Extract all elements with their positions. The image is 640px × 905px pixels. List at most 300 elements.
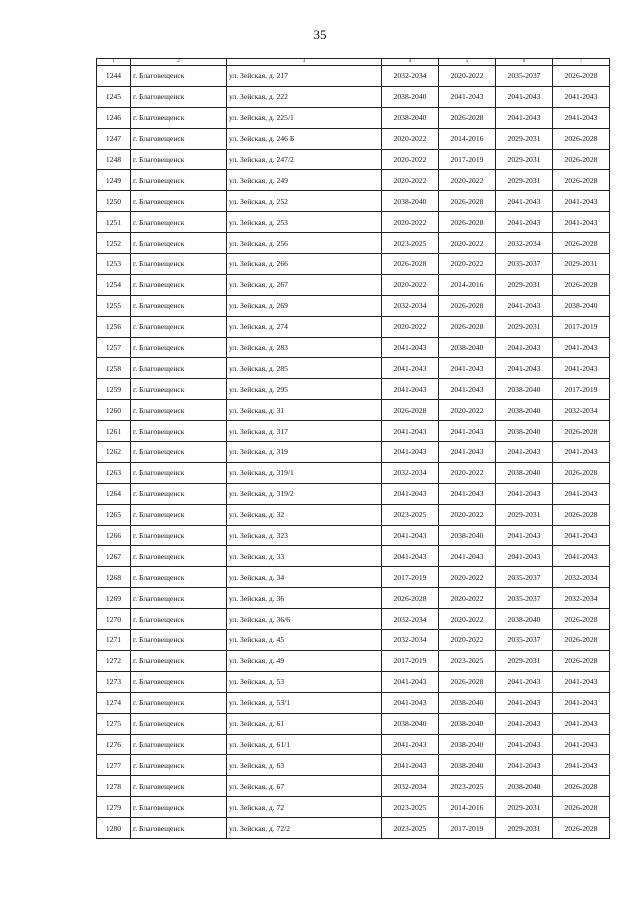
table-row xyxy=(97,797,610,818)
period-cell: 2023-2025 xyxy=(439,650,496,671)
city-cell: г. Благовещенск xyxy=(131,630,227,651)
period-cell: 2041-2043 xyxy=(553,755,610,776)
row-number-cell: 1254 xyxy=(97,274,131,295)
city-cell: г. Благовещенск xyxy=(131,442,227,463)
period-cell: 2017-2019 xyxy=(553,379,610,400)
table-row xyxy=(97,734,610,755)
table-row xyxy=(97,316,610,337)
period-cell: 2038-2040 xyxy=(439,337,496,358)
period-cell: 2041-2043 xyxy=(553,191,610,212)
period-cell: 2020-2022 xyxy=(382,274,439,295)
period-cell: 2035-2037 xyxy=(496,254,553,275)
period-cell: 2038-2040 xyxy=(553,295,610,316)
period-cell: 2020-2022 xyxy=(439,462,496,483)
column-number: 3 xyxy=(227,59,382,66)
period-cell: 2029-2031 xyxy=(553,254,610,275)
address-cell: ул. Зейская, д. 319/2 xyxy=(227,483,382,504)
period-cell: 2020-2022 xyxy=(382,149,439,170)
period-cell: 2026-2028 xyxy=(439,295,496,316)
period-cell: 2041-2043 xyxy=(553,692,610,713)
period-cell: 2041-2043 xyxy=(553,358,610,379)
column-number: 1 xyxy=(97,59,131,66)
period-cell: 2038-2040 xyxy=(496,462,553,483)
column-number: 2 xyxy=(131,59,227,66)
address-cell: ул. Зейская, д. 323 xyxy=(227,525,382,546)
period-cell: 2029-2031 xyxy=(496,128,553,149)
address-cell: ул. Зейская, д. 256 xyxy=(227,233,382,254)
table-row xyxy=(97,504,610,525)
city-cell: г. Благовещенск xyxy=(131,525,227,546)
city-cell: г. Благовещенск xyxy=(131,650,227,671)
address-cell: ул. Зейская, д. 217 xyxy=(227,66,382,87)
period-cell: 2026-2028 xyxy=(439,107,496,128)
table-row xyxy=(97,755,610,776)
period-cell: 2029-2031 xyxy=(496,316,553,337)
period-cell: 2041-2043 xyxy=(496,692,553,713)
period-cell: 2041-2043 xyxy=(553,546,610,567)
period-cell: 2026-2028 xyxy=(439,212,496,233)
address-cell: ул. Зейская, д. 63 xyxy=(227,755,382,776)
period-cell: 2032-2034 xyxy=(553,567,610,588)
period-cell: 2035-2037 xyxy=(496,630,553,651)
period-cell: 2023-2025 xyxy=(382,818,439,839)
city-cell: г. Благовещенск xyxy=(131,379,227,400)
period-cell: 2029-2031 xyxy=(496,149,553,170)
period-cell: 2026-2028 xyxy=(553,797,610,818)
period-cell: 2032-2034 xyxy=(496,233,553,254)
period-cell: 2041-2043 xyxy=(382,734,439,755)
period-cell: 2041-2043 xyxy=(496,483,553,504)
period-cell: 2041-2043 xyxy=(382,546,439,567)
period-cell: 2041-2043 xyxy=(496,671,553,692)
row-number-cell: 1279 xyxy=(97,797,131,818)
address-cell: ул. Зейская, д. 319 xyxy=(227,442,382,463)
period-cell: 2038-2040 xyxy=(496,400,553,421)
period-cell: 2026-2028 xyxy=(439,191,496,212)
period-cell: 2029-2031 xyxy=(496,650,553,671)
row-number-cell: 1270 xyxy=(97,609,131,630)
period-cell: 2038-2040 xyxy=(496,421,553,442)
row-number-cell: 1250 xyxy=(97,191,131,212)
city-cell: г. Благовещенск xyxy=(131,212,227,233)
period-cell: 2017-2019 xyxy=(439,149,496,170)
table-row xyxy=(97,337,610,358)
address-cell: ул. Зейская, д. 319/1 xyxy=(227,462,382,483)
period-cell: 2020-2022 xyxy=(439,630,496,651)
row-number-cell: 1251 xyxy=(97,212,131,233)
row-number-cell: 1244 xyxy=(97,66,131,87)
period-cell: 2023-2025 xyxy=(439,776,496,797)
address-cell: ул. Зейская, д. 225/1 xyxy=(227,107,382,128)
row-number-cell: 1274 xyxy=(97,692,131,713)
row-number-cell: 1259 xyxy=(97,379,131,400)
city-cell: г. Благовещенск xyxy=(131,797,227,818)
period-cell: 2026-2028 xyxy=(553,650,610,671)
period-cell: 2041-2043 xyxy=(382,358,439,379)
city-cell: г. Благовещенск xyxy=(131,254,227,275)
table-row xyxy=(97,379,610,400)
period-cell: 2041-2043 xyxy=(496,86,553,107)
city-cell: г. Благовещенск xyxy=(131,462,227,483)
city-cell: г. Благовещенск xyxy=(131,358,227,379)
period-cell: 2038-2040 xyxy=(382,713,439,734)
table-row xyxy=(97,567,610,588)
period-cell: 2038-2040 xyxy=(496,776,553,797)
table-row xyxy=(97,191,610,212)
city-cell: г. Благовещенск xyxy=(131,295,227,316)
table-row xyxy=(97,170,610,191)
period-cell: 2041-2043 xyxy=(496,546,553,567)
row-number-cell: 1278 xyxy=(97,776,131,797)
period-cell: 2041-2043 xyxy=(553,442,610,463)
period-cell: 2029-2031 xyxy=(496,170,553,191)
period-cell: 2026-2028 xyxy=(553,233,610,254)
period-cell: 2041-2043 xyxy=(496,337,553,358)
period-cell: 2041-2043 xyxy=(496,107,553,128)
period-cell: 2041-2043 xyxy=(496,358,553,379)
period-cell: 2026-2028 xyxy=(553,504,610,525)
period-cell: 2020-2022 xyxy=(439,567,496,588)
city-cell: г. Благовещенск xyxy=(131,588,227,609)
period-cell: 2041-2043 xyxy=(553,212,610,233)
period-cell: 2026-2028 xyxy=(382,254,439,275)
period-cell: 2020-2022 xyxy=(439,66,496,87)
city-cell: г. Благовещенск xyxy=(131,128,227,149)
address-cell: ул. Зейская, д. 61 xyxy=(227,713,382,734)
period-cell: 2020-2022 xyxy=(439,400,496,421)
table-row xyxy=(97,254,610,275)
address-cell: ул. Зейская, д. 247/2 xyxy=(227,149,382,170)
period-cell: 2035-2037 xyxy=(496,567,553,588)
city-cell: г. Благовещенск xyxy=(131,86,227,107)
table-row xyxy=(97,212,610,233)
table-row xyxy=(97,358,610,379)
row-number-cell: 1245 xyxy=(97,86,131,107)
city-cell: г. Благовещенск xyxy=(131,337,227,358)
period-cell: 2041-2043 xyxy=(439,546,496,567)
row-number-cell: 1258 xyxy=(97,358,131,379)
row-number-cell: 1264 xyxy=(97,483,131,504)
city-cell: г. Благовещенск xyxy=(131,149,227,170)
row-number-cell: 1271 xyxy=(97,630,131,651)
address-cell: ул. Зейская, д. 283 xyxy=(227,337,382,358)
row-number-cell: 1253 xyxy=(97,254,131,275)
period-cell: 2017-2019 xyxy=(439,818,496,839)
period-cell: 2023-2025 xyxy=(382,797,439,818)
row-number-cell: 1252 xyxy=(97,233,131,254)
period-cell: 2032-2034 xyxy=(382,66,439,87)
period-cell: 2020-2022 xyxy=(439,609,496,630)
table-row xyxy=(97,483,610,504)
row-number-cell: 1266 xyxy=(97,525,131,546)
table-row xyxy=(97,818,610,839)
period-cell: 2041-2043 xyxy=(382,421,439,442)
period-cell: 2017-2019 xyxy=(382,567,439,588)
city-cell: г. Благовещенск xyxy=(131,170,227,191)
period-cell: 2026-2028 xyxy=(553,630,610,651)
period-cell: 2017-2019 xyxy=(553,316,610,337)
address-cell: ул. Зейская, д. 53/1 xyxy=(227,692,382,713)
period-cell: 2041-2043 xyxy=(382,337,439,358)
table-row xyxy=(97,295,610,316)
address-cell: ул. Зейская, д. 269 xyxy=(227,295,382,316)
table-row xyxy=(97,107,610,128)
period-cell: 2041-2043 xyxy=(382,755,439,776)
period-cell: 2038-2040 xyxy=(439,713,496,734)
address-cell: ул. Зейская, д. 32 xyxy=(227,504,382,525)
table-row xyxy=(97,149,610,170)
address-cell: ул. Зейская, д. 72 xyxy=(227,797,382,818)
period-cell: 2041-2043 xyxy=(496,525,553,546)
period-cell: 2041-2043 xyxy=(496,212,553,233)
table-row xyxy=(97,421,610,442)
period-cell: 2029-2031 xyxy=(496,818,553,839)
column-number: 4 xyxy=(382,59,439,66)
period-cell: 2041-2043 xyxy=(382,442,439,463)
table-row xyxy=(97,671,610,692)
period-cell: 2026-2028 xyxy=(553,149,610,170)
column-number-row xyxy=(97,59,610,66)
period-cell: 2041-2043 xyxy=(439,379,496,400)
period-cell: 2020-2022 xyxy=(439,254,496,275)
period-cell: 2041-2043 xyxy=(553,713,610,734)
row-number-cell: 1273 xyxy=(97,671,131,692)
period-cell: 2041-2043 xyxy=(439,421,496,442)
address-cell: ул. Зейская, д. 72/2 xyxy=(227,818,382,839)
row-number-cell: 1248 xyxy=(97,149,131,170)
period-cell: 2026-2028 xyxy=(439,671,496,692)
period-cell: 2035-2037 xyxy=(496,588,553,609)
period-cell: 2038-2040 xyxy=(382,191,439,212)
period-cell: 2041-2043 xyxy=(439,358,496,379)
table-row xyxy=(97,442,610,463)
city-cell: г. Благовещенск xyxy=(131,274,227,295)
row-number-cell: 1272 xyxy=(97,650,131,671)
registry-table xyxy=(96,58,610,839)
period-cell: 2020-2022 xyxy=(439,170,496,191)
city-cell: г. Благовещенск xyxy=(131,316,227,337)
period-cell: 2020-2022 xyxy=(439,588,496,609)
period-cell: 2038-2040 xyxy=(382,86,439,107)
table-row xyxy=(97,546,610,567)
period-cell: 2020-2022 xyxy=(382,128,439,149)
period-cell: 2026-2028 xyxy=(382,400,439,421)
period-cell: 2038-2040 xyxy=(439,692,496,713)
row-number-cell: 1280 xyxy=(97,818,131,839)
period-cell: 2020-2022 xyxy=(382,316,439,337)
row-number-cell: 1275 xyxy=(97,713,131,734)
period-cell: 2026-2028 xyxy=(553,421,610,442)
row-number-cell: 1277 xyxy=(97,755,131,776)
address-cell: ул. Зейская, д. 285 xyxy=(227,358,382,379)
address-cell: ул. Зейская, д. 49 xyxy=(227,650,382,671)
period-cell: 2026-2028 xyxy=(553,274,610,295)
city-cell: г. Благовещенск xyxy=(131,567,227,588)
period-cell: 2032-2034 xyxy=(382,609,439,630)
period-cell: 2026-2028 xyxy=(553,776,610,797)
period-cell: 2038-2040 xyxy=(496,379,553,400)
period-cell: 2041-2043 xyxy=(439,483,496,504)
period-cell: 2032-2034 xyxy=(553,588,610,609)
column-number: 5 xyxy=(439,59,496,66)
row-number-cell: 1269 xyxy=(97,588,131,609)
period-cell: 2023-2025 xyxy=(382,233,439,254)
address-cell: ул. Зейская, д. 33 xyxy=(227,546,382,567)
period-cell: 2041-2043 xyxy=(439,86,496,107)
period-cell: 2038-2040 xyxy=(496,609,553,630)
period-cell: 2041-2043 xyxy=(553,671,610,692)
period-cell: 2020-2022 xyxy=(439,233,496,254)
period-cell: 2026-2028 xyxy=(553,128,610,149)
period-cell: 2026-2028 xyxy=(553,66,610,87)
city-cell: г. Благовещенск xyxy=(131,107,227,128)
city-cell: г. Благовещенск xyxy=(131,776,227,797)
period-cell: 2041-2043 xyxy=(496,442,553,463)
period-cell: 2029-2031 xyxy=(496,274,553,295)
address-cell: ул. Зейская, д. 36 xyxy=(227,588,382,609)
city-cell: г. Благовещенск xyxy=(131,400,227,421)
row-number-cell: 1268 xyxy=(97,567,131,588)
city-cell: г. Благовещенск xyxy=(131,609,227,630)
period-cell: 2023-2025 xyxy=(382,504,439,525)
period-cell: 2041-2043 xyxy=(553,525,610,546)
period-cell: 2032-2034 xyxy=(553,400,610,421)
period-cell: 2026-2028 xyxy=(553,609,610,630)
period-cell: 2026-2028 xyxy=(553,818,610,839)
row-number-cell: 1260 xyxy=(97,400,131,421)
period-cell: 2014-2016 xyxy=(439,274,496,295)
period-cell: 2041-2043 xyxy=(382,525,439,546)
row-number-cell: 1276 xyxy=(97,734,131,755)
period-cell: 2020-2022 xyxy=(382,170,439,191)
period-cell: 2020-2022 xyxy=(439,504,496,525)
page-number: 35 xyxy=(313,27,327,42)
column-number: 6 xyxy=(496,59,553,66)
address-cell: ул. Зейская, д. 45 xyxy=(227,630,382,651)
table-row xyxy=(97,233,610,254)
period-cell: 2029-2031 xyxy=(496,504,553,525)
address-cell: ул. Зейская, д. 249 xyxy=(227,170,382,191)
period-cell: 2014-2016 xyxy=(439,128,496,149)
period-cell: 2032-2034 xyxy=(382,462,439,483)
period-cell: 2038-2040 xyxy=(439,755,496,776)
city-cell: г. Благовещенск xyxy=(131,233,227,254)
address-cell: ул. Зейская, д. 246 Б xyxy=(227,128,382,149)
address-cell: ул. Зейская, д. 36/6 xyxy=(227,609,382,630)
city-cell: г. Благовещенск xyxy=(131,66,227,87)
period-cell: 2026-2028 xyxy=(553,462,610,483)
table-row xyxy=(97,66,610,87)
period-cell: 2026-2028 xyxy=(439,316,496,337)
city-cell: г. Благовещенск xyxy=(131,504,227,525)
city-cell: г. Благовещенск xyxy=(131,483,227,504)
period-cell: 2032-2034 xyxy=(382,295,439,316)
row-number-cell: 1261 xyxy=(97,421,131,442)
period-cell: 2041-2043 xyxy=(496,734,553,755)
table-row xyxy=(97,692,610,713)
address-cell: ул. Зейская, д. 222 xyxy=(227,86,382,107)
table-row xyxy=(97,713,610,734)
table-row xyxy=(97,86,610,107)
period-cell: 2020-2022 xyxy=(382,212,439,233)
period-cell: 2041-2043 xyxy=(496,295,553,316)
period-cell: 2035-2037 xyxy=(496,66,553,87)
city-cell: г. Благовещенск xyxy=(131,734,227,755)
address-cell: ул. Зейская, д. 61/1 xyxy=(227,734,382,755)
row-number-cell: 1265 xyxy=(97,504,131,525)
period-cell: 2041-2043 xyxy=(496,713,553,734)
table-row xyxy=(97,128,610,149)
address-cell: ул. Зейская, д. 31 xyxy=(227,400,382,421)
period-cell: 2041-2043 xyxy=(382,692,439,713)
row-number-cell: 1267 xyxy=(97,546,131,567)
period-cell: 2041-2043 xyxy=(553,86,610,107)
period-cell: 2041-2043 xyxy=(553,734,610,755)
period-cell: 2038-2040 xyxy=(439,525,496,546)
period-cell: 2038-2040 xyxy=(439,734,496,755)
period-cell: 2041-2043 xyxy=(382,671,439,692)
period-cell: 2041-2043 xyxy=(382,483,439,504)
period-cell: 2041-2043 xyxy=(553,483,610,504)
table-row xyxy=(97,630,610,651)
period-cell: 2041-2043 xyxy=(553,337,610,358)
city-cell: г. Благовещенск xyxy=(131,755,227,776)
period-cell: 2038-2040 xyxy=(382,107,439,128)
period-cell: 2032-2034 xyxy=(382,630,439,651)
table-row xyxy=(97,588,610,609)
period-cell: 2032-2034 xyxy=(382,776,439,797)
table-row xyxy=(97,462,610,483)
address-cell: ул. Зейская, д. 274 xyxy=(227,316,382,337)
table-row xyxy=(97,650,610,671)
row-number-cell: 1263 xyxy=(97,462,131,483)
table-row xyxy=(97,609,610,630)
period-cell: 2017-2019 xyxy=(382,650,439,671)
address-cell: ул. Зейская, д. 295 xyxy=(227,379,382,400)
city-cell: г. Благовещенск xyxy=(131,818,227,839)
city-cell: г. Благовещенск xyxy=(131,421,227,442)
city-cell: г. Благовещенск xyxy=(131,671,227,692)
period-cell: 2041-2043 xyxy=(496,191,553,212)
row-number-cell: 1246 xyxy=(97,107,131,128)
row-number-cell: 1249 xyxy=(97,170,131,191)
period-cell: 2041-2043 xyxy=(496,755,553,776)
period-cell: 2026-2028 xyxy=(382,588,439,609)
period-cell: 2041-2043 xyxy=(553,107,610,128)
city-cell: г. Благовещенск xyxy=(131,713,227,734)
address-cell: ул. Зейская, д. 67 xyxy=(227,776,382,797)
city-cell: г. Благовещенск xyxy=(131,692,227,713)
row-number-cell: 1247 xyxy=(97,128,131,149)
column-number: 7 xyxy=(553,59,610,66)
row-number-cell: 1256 xyxy=(97,316,131,337)
period-cell: 2026-2028 xyxy=(553,170,610,191)
table-row xyxy=(97,776,610,797)
period-cell: 2029-2031 xyxy=(496,797,553,818)
period-cell: 2041-2043 xyxy=(382,379,439,400)
address-cell: ул. Зейская, д. 34 xyxy=(227,567,382,588)
table-row xyxy=(97,525,610,546)
period-cell: 2014-2016 xyxy=(439,797,496,818)
address-cell: ул. Зейская, д. 266 xyxy=(227,254,382,275)
row-number-cell: 1255 xyxy=(97,295,131,316)
row-number-cell: 1262 xyxy=(97,442,131,463)
address-cell: ул. Зейская, д. 252 xyxy=(227,191,382,212)
address-cell: ул. Зейская, д. 253 xyxy=(227,212,382,233)
period-cell: 2041-2043 xyxy=(439,442,496,463)
city-cell: г. Благовещенск xyxy=(131,546,227,567)
address-cell: ул. Зейская, д. 53 xyxy=(227,671,382,692)
